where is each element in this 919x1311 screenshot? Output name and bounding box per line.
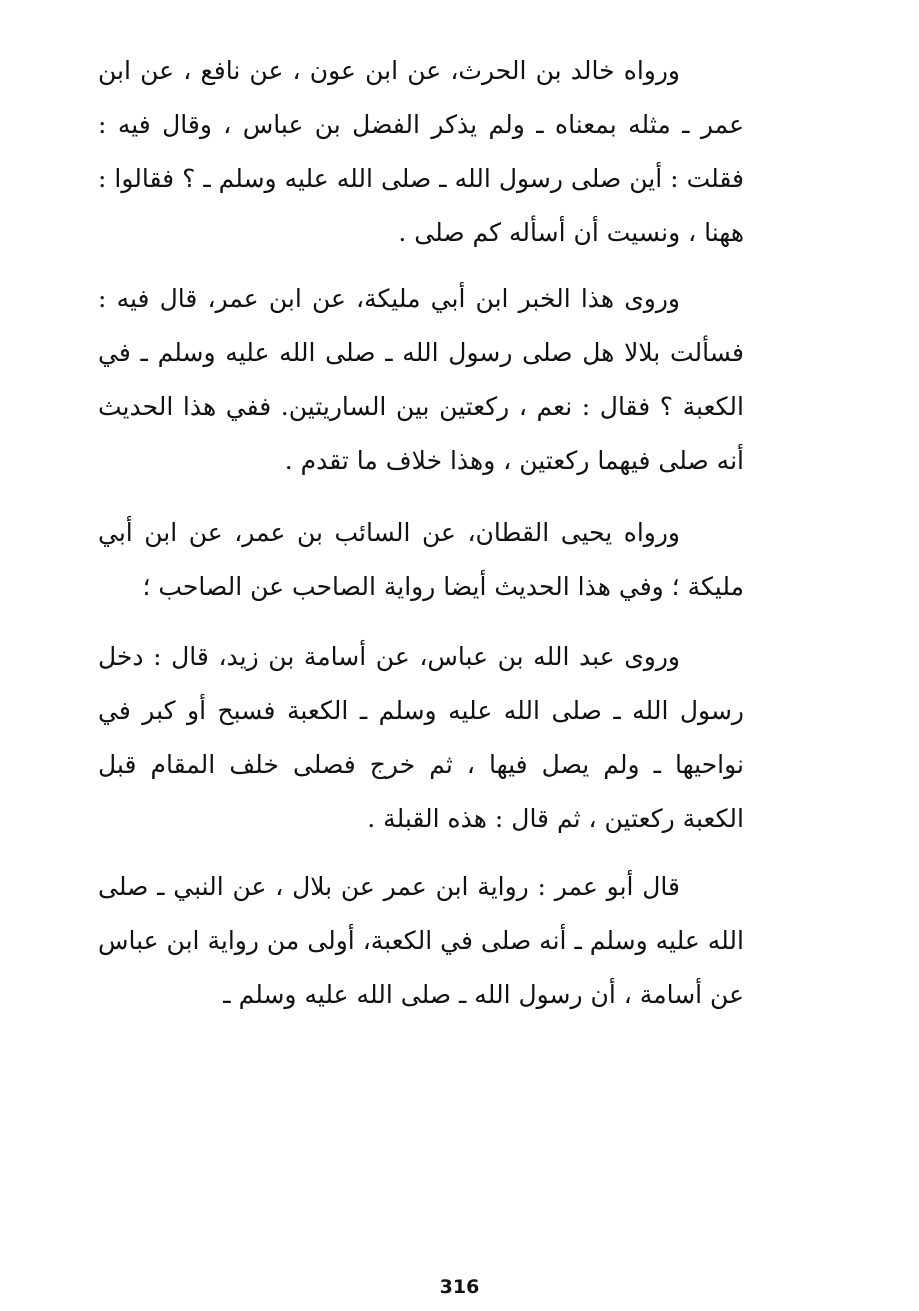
paragraph-3 bbox=[98, 506, 744, 614]
paragraph-text: قال أبو عمر : رواية ابن عمر عن بلال ، عن النبي ـ صلى الله عليه وسلم ـ أنه صلى في الكعبة، أولى من رواية ابن عباس عن أسامة ، أن رسول الله ـ صلى الله عليه وسلم ـ bbox=[98, 872, 744, 1009]
paragraph-1 bbox=[98, 44, 744, 260]
paragraph-4 bbox=[98, 630, 744, 846]
paragraph-5 bbox=[98, 860, 744, 1022]
paragraph-text: وروى هذا الخبر ابن أبي مليكة، عن ابن عمر، قال فيه : فسألت بلالا هل صلى رسول الله ـ صلى الله عليه وسلم ـ في الكعبة ؟ فقال : نعم ، ركعتين بين الساريتين. ففي هذا الحديث أنه صلى فيهما ركعتين ، وهذا خلاف ما تقدم . bbox=[98, 284, 744, 475]
paragraph-text: ورواه خالد بن الحرث، عن ابن عون ، عن نافع ، عن ابن عمر ـ مثله بمعناه ـ ولم يذكر الفضل بن عباس ، وقال فيه : فقلت : أين صلى رسول الله ـ صلى الله عليه وسلم ـ ؟ فقالوا : ههنا ، ونسيت أن أسأله كم صلى . bbox=[98, 56, 744, 247]
paragraph-2 bbox=[98, 272, 744, 488]
paragraph-text: وروى عبد الله بن عباس، عن أسامة بن زيد، قال : دخل رسول الله ـ صلى الله عليه وسلم ـ الكعبة فسبح أو كبر في نواحيها ـ ولم يصل فيها ، ثم خرج فصلى خلف المقام قبل الكعبة ركعتين ، ثم قال : هذه القبلة . bbox=[98, 642, 744, 833]
page-number: 316 bbox=[439, 1276, 480, 1298]
paragraph-text: ورواه يحيى القطان، عن السائب بن عمر، عن ابن أبي مليكة ؛ وفي هذا الحديث أيضا رواية الصاحب عن الصاحب ؛ bbox=[98, 518, 744, 601]
